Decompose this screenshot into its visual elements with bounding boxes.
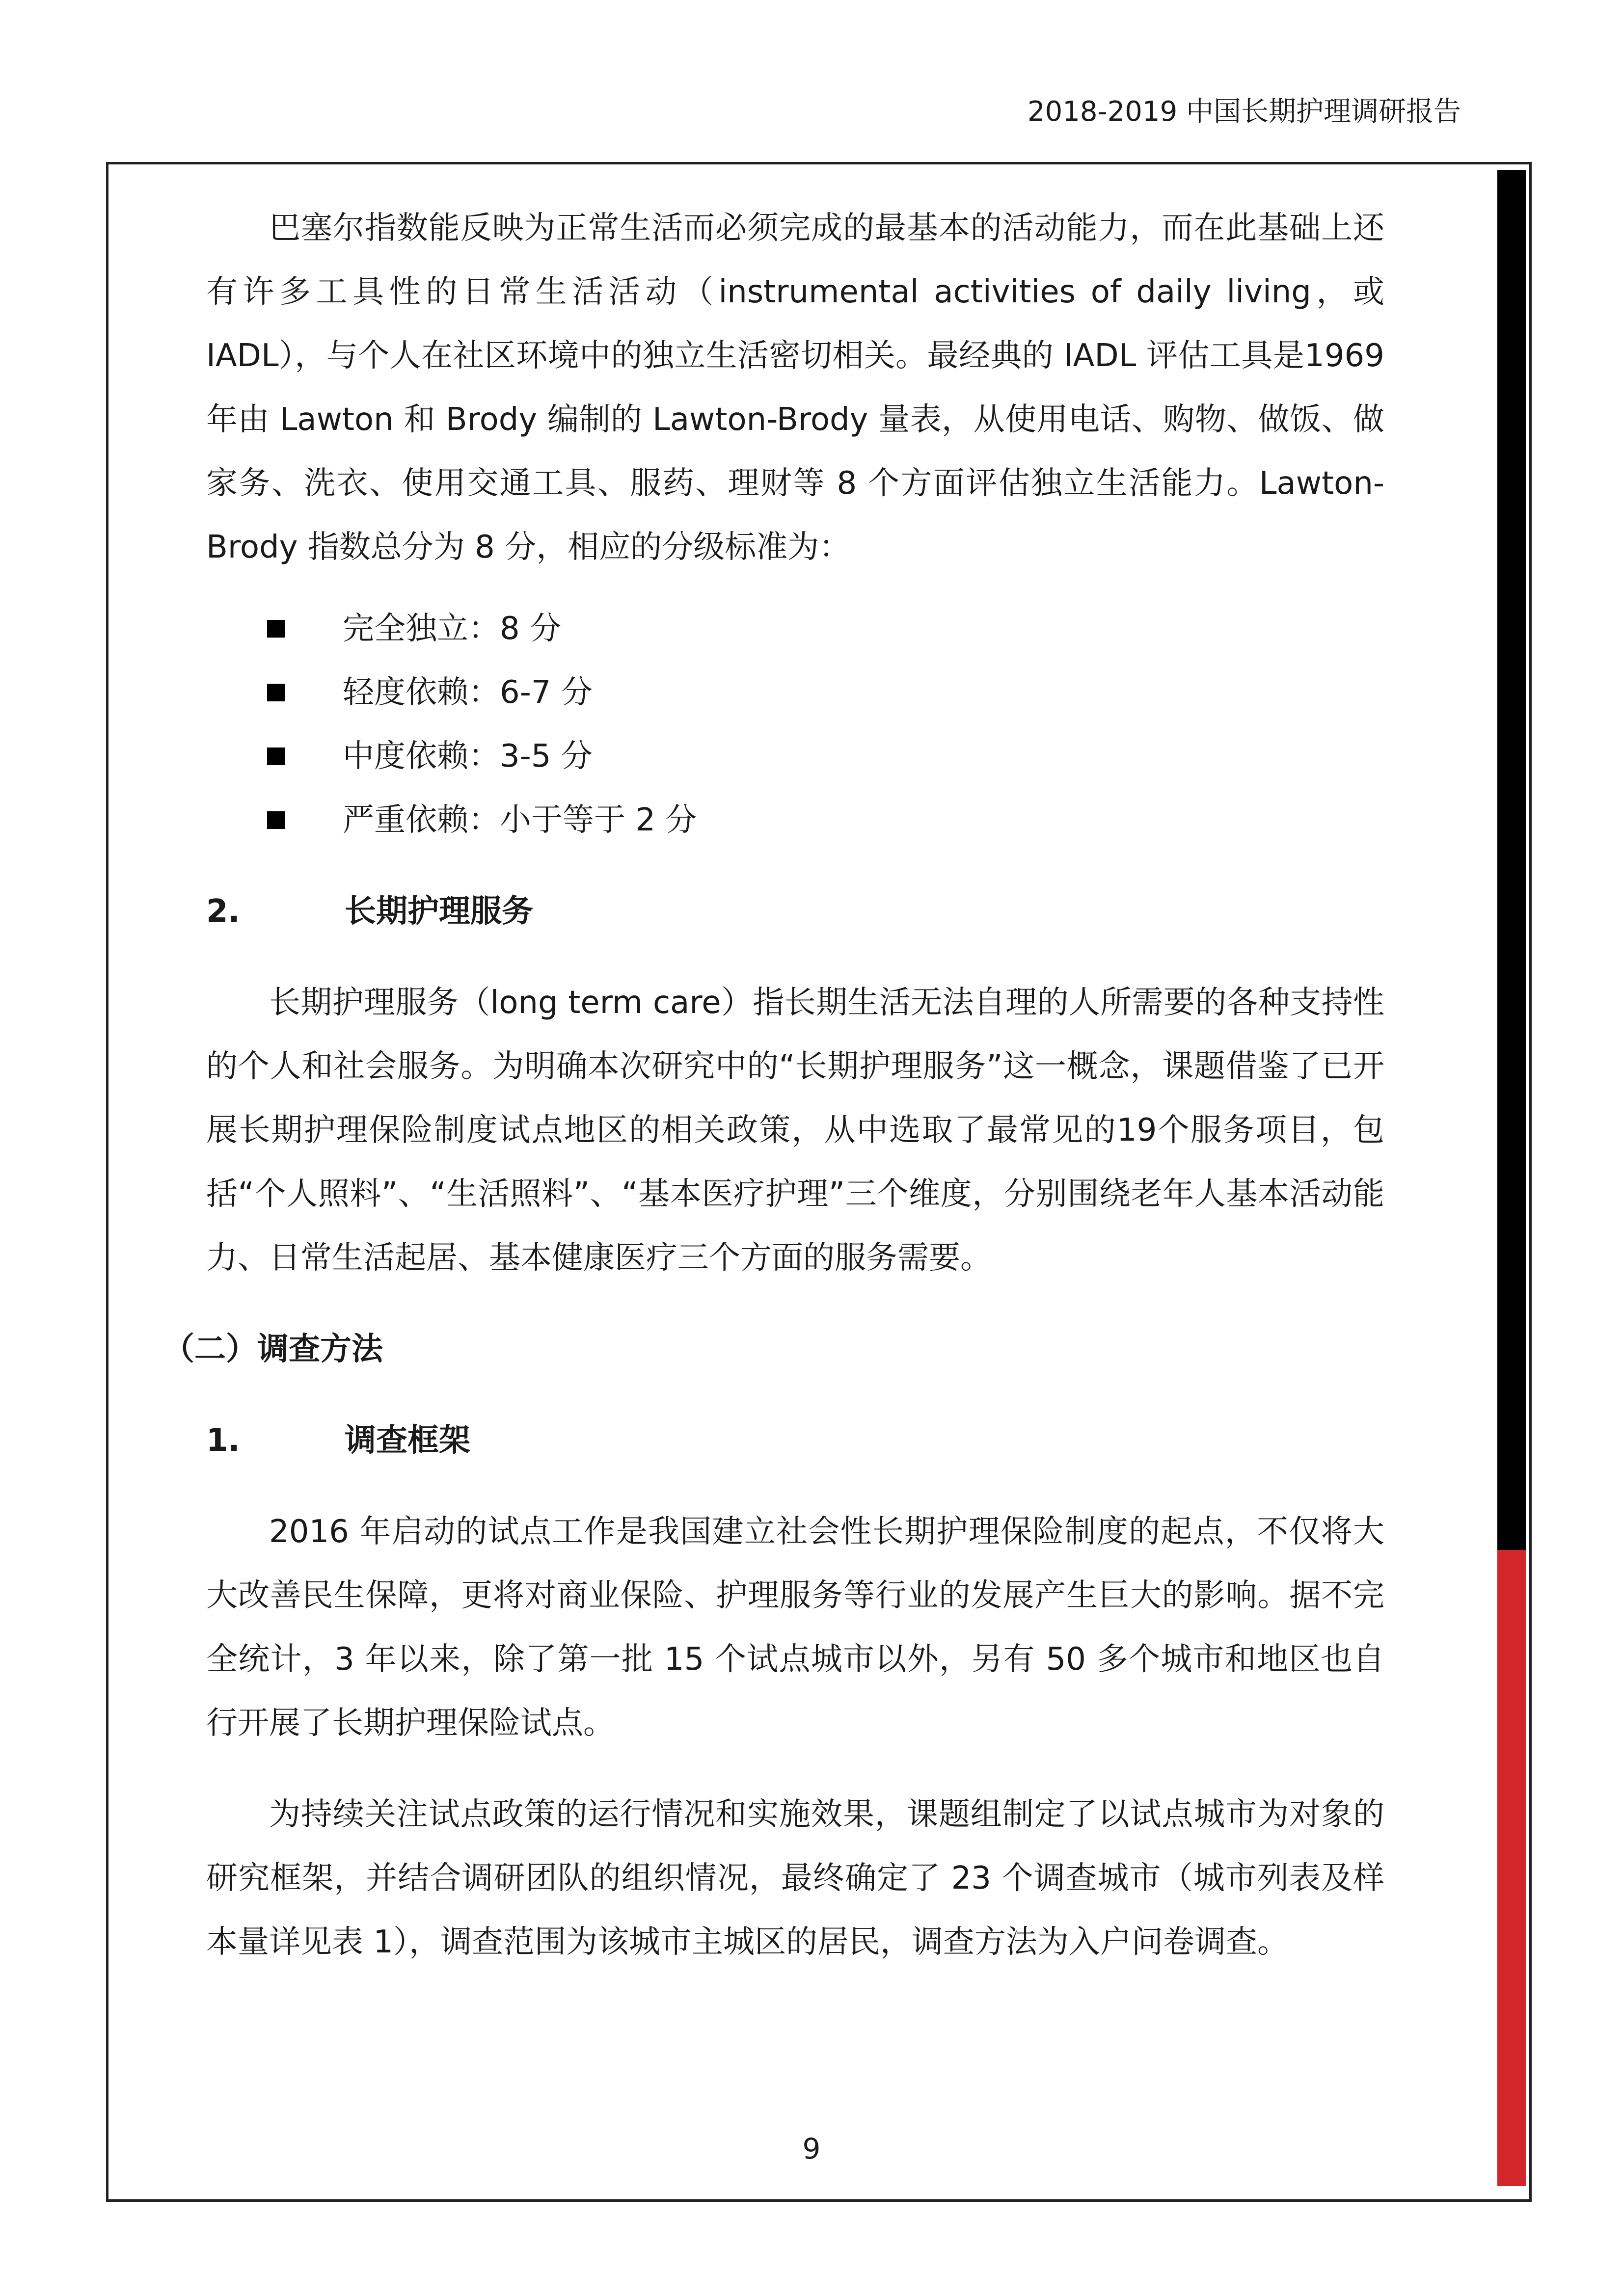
grading-list <box>206 597 1384 852</box>
side-bar-black <box>1497 170 1526 1598</box>
page-number: 9 <box>802 2132 821 2165</box>
list-item-text: 中度依赖：3-5 分 <box>343 738 593 774</box>
list-item <box>206 788 1384 852</box>
paragraph-research-framework: 为持续关注试点政策的运行情况和实施效果，课题组制定了以试点城市为对象的研究框架，并结合调研团队的组织情况，最终确定了 23 个调查城市（城市列表及样本量详见表 1），调查范围为该城市主城区的居民，调查方法为入户问卷调查。 <box>206 1796 1384 1960</box>
list-item-text: 完全独立：8 分 <box>343 611 562 647</box>
side-bar-red <box>1497 1550 1526 2186</box>
list-item <box>206 597 1384 661</box>
square-bullet-icon <box>267 620 285 638</box>
list-item-text: 严重依赖：小于等于 2 分 <box>343 802 697 838</box>
page-content <box>163 196 1384 1974</box>
paragraph-iadl: 巴塞尔指数能反映为正常生活而必须完成的最基本的活动能力，而在此基础上还有许多工具性的日常生活活动（instrumental activities of daily living，或IADL），与个人在社区环境中的独立生活密切相关。最经典的 IADL 评估工具是1969 年由 Lawton 和 Brody 编制的 Lawton-Brody 量表，从使用电话、购物、做饭、做家务、洗衣、使用交通工具、服药、理财等 8 个方面评估独立生活能力。Lawton-Brody 指数总分为 8 分，相应的分级标准为： <box>206 210 1384 565</box>
square-bullet-icon <box>267 684 285 701</box>
subheading-long-term-care <box>206 880 1384 943</box>
paragraph-long-term-care: 长期护理服务（long term care）指长期生活无法自理的人所需要的各种支持性的个人和社会服务。为明确本次研究中的“长期护理服务”这一概念，课题借鉴了已开展长期护理保险制度试点地区的相关政策，从中选取了最常见的19个服务项目，包括“个人照料”、“生活照料”、“基本医疗护理”三个维度，分别围绕老年人基本活动能力、日常生活起居、基本健康医疗三个方面的服务需要。 <box>206 985 1384 1276</box>
subheading-title: 调查框架 <box>345 1422 470 1459</box>
list-item <box>206 661 1384 724</box>
subheading-survey-framework <box>206 1409 1384 1472</box>
square-bullet-icon <box>267 811 285 829</box>
subheading-number: 2. <box>206 893 240 930</box>
running-header: 2018-2019 中国长期护理调研报告 <box>1027 96 1461 128</box>
subheading-number: 1. <box>206 1422 240 1459</box>
subheading-title: 长期护理服务 <box>345 893 533 930</box>
paragraph-pilot-work: 2016 年启动的试点工作是我国建立社会性长期护理保险制度的起点，不仅将大大改善民生保障，更将对商业保险、护理服务等行业的发展产生巨大的影响。据不完全统计，3 年以来，除了第一批 15 个试点城市以外，另有 50 多个城市和地区也自行开展了长期护理保险试点。 <box>206 1514 1384 1741</box>
list-item-text: 轻度依赖：6-7 分 <box>343 674 593 711</box>
list-item <box>206 724 1384 788</box>
square-bullet-icon <box>267 748 285 765</box>
section-heading: （二）调查方法 <box>163 1331 383 1367</box>
